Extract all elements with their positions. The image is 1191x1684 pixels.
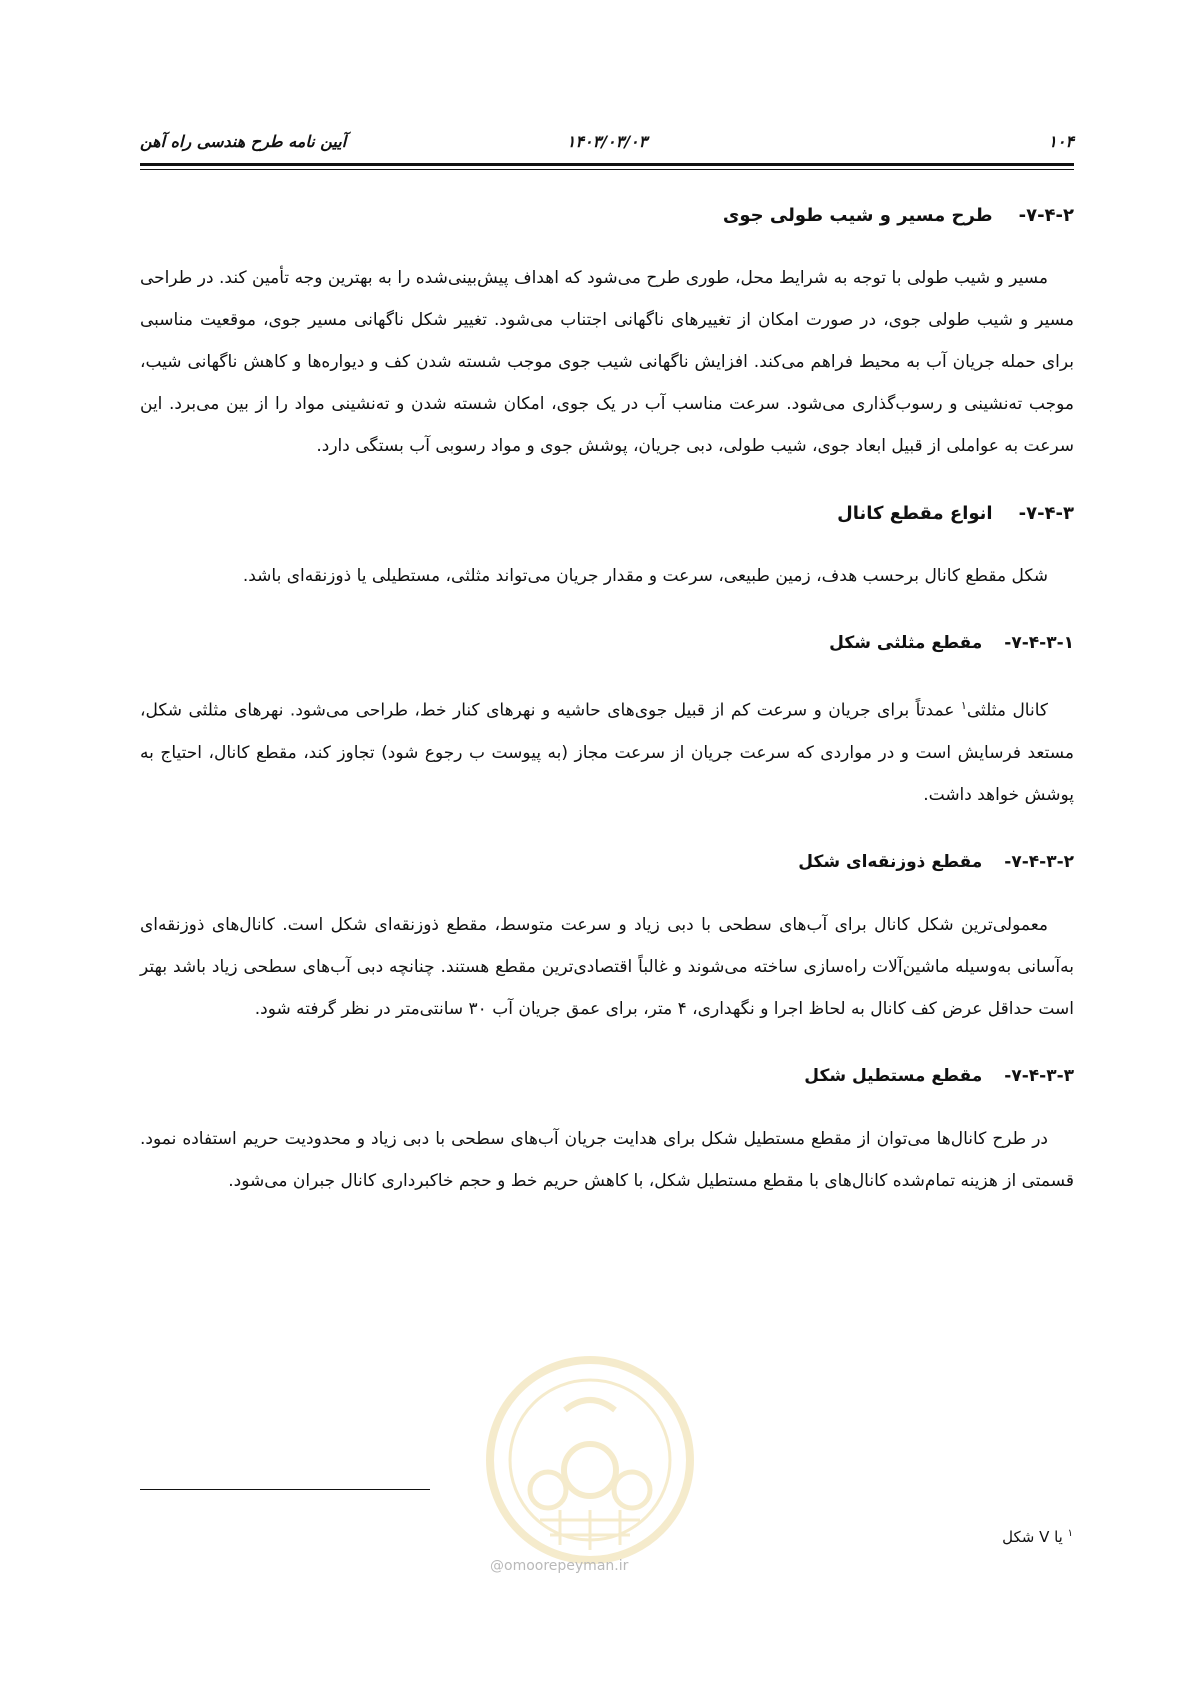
subsection-heading-7-4-3-3 <box>140 1066 1074 1104</box>
header-rule-thin <box>140 169 1074 170</box>
footnote-text: یا V شکل <box>1002 1528 1068 1546</box>
paragraph-7-4-3-2: معمولی‌ترین شکل کانال برای آب‌های سطحی با دبی زیاد و سرعت متوسط، مقطع ذوزنقه‌ای شکل است. کانال‌های ذوزنقه‌ای به‌آسانی به‌وسیله ماشین‌آلات راه‌سازی ساخته می‌شوند و غالباً اقتصادی‌ترین مقطع هستند. چنانچه دبی آب‌های سطحی زیاد باشد بهتر است حداقل عرض کف کانال به لحاظ اجرا و نگهداری، ۴ متر، برای عمق جریان آب ۳۰ سانتی‌متر در نظر گرفته شود. <box>140 914 1074 1019</box>
page-number: ۱۰۴ <box>1048 132 1074 151</box>
subsection-number: ۷-۴-۳-۲- <box>1004 851 1074 872</box>
subsection-number: ۷-۴-۳-۳- <box>1004 1065 1074 1086</box>
footnote-marker: ۱ <box>1067 1528 1073 1539</box>
footnote <box>1002 1528 1073 1546</box>
subsection-heading-7-4-3-1 <box>140 633 1074 671</box>
section-number: ۷-۴-۳- <box>1018 503 1074 524</box>
section-heading-7-4-3 <box>140 503 1074 541</box>
paragraph-7-4-3-3: در طرح کانال‌ها می‌توان از مقطع مستطیل شکل برای هدایت جریان آب‌های سطحی با دبی زیاد و محدودیت حریم استفاده نمود. قسمتی از هزینه تمام‌شده کانال‌های با مقطع مستطیل شکل، با کاهش حریم خط و حجم خاکبرداری کانال جبران می‌شود. <box>140 1128 1074 1191</box>
subsection-number: ۷-۴-۳-۱- <box>1004 633 1074 653</box>
paragraph-7-4-3: شکل مقطع کانال برحسب هدف، زمین طبیعی، سرعت و مقدار جریان می‌تواند مثلثی، مستطیلی یا ذوزنقه‌ای باشد. <box>242 566 1048 586</box>
watermark-url: @omoorepeyman.ir <box>490 1558 629 1574</box>
footnote-separator <box>140 1489 430 1490</box>
section-title: انواع مقطع کانال <box>837 503 993 524</box>
header-date: ۱۴۰۳/۰۳/۰۳ <box>566 132 648 151</box>
subsection-heading-7-4-3-2 <box>140 852 1074 890</box>
paragraph-text-start: کانال مثلثی <box>966 700 1048 721</box>
subsection-title: مقطع ذوزنقه‌ای شکل <box>798 851 983 872</box>
running-header <box>140 132 1074 156</box>
watermark-seal-icon <box>480 1350 700 1570</box>
footnote-reference[interactable]: ۱ <box>960 699 967 712</box>
paragraph-7-4-3-1 <box>140 685 1074 816</box>
section-title: طرح مسیر و شیب طولی جوی <box>722 205 993 226</box>
page-body <box>140 205 1074 1202</box>
header-rule-thick <box>140 163 1074 166</box>
subsection-title: مقطع مستطیل شکل <box>804 1065 983 1086</box>
section-heading-7-4-2 <box>140 205 1074 243</box>
subsection-title: مقطع مثلثی شکل <box>829 633 983 653</box>
section-number: ۷-۴-۲- <box>1018 205 1074 226</box>
header-title: آیین نامه طرح هندسی راه آهن <box>140 132 347 151</box>
paragraph-7-4-2: مسیر و شیب طولی با توجه به شرایط محل، طوری طرح می‌شود که اهداف پیش‌بینی‌شده را به بهترین وجه تأمین کند. در طراحی مسیر و شیب طولی جوی، در صورت امکان از تغییرهای ناگهانی اجتناب می‌شود. تغییر شکل ناگهانی مسیر جوی، موقعیت مناسبی برای حمله جریان آب به محیط فراهم می‌کند. افزایش ناگهانی شیب جوی موجب شسته شدن کف و دیواره‌ها و کاهش ناگهانی شیب، موجب ته‌نشینی و رسوب‌گذاری می‌شود. سرعت مناسب آب در یک جوی، امکان شسته شدن و ته‌نشینی مواد را از بین می‌برد. این سرعت به عواملی از قبیل ابعاد جوی، شیب طولی، دبی جریان، پوشش جوی و مواد رسوبی آب بستگی دارد. <box>140 268 1074 456</box>
paragraph-text-rest: عمدتاً برای جریان و سرعت کم از قبیل جوی‌های حاشیه و نهرهای کنار خط، طراحی می‌شود. نهرهای مثلثی شکل، مستعد فرسایش است و در مواردی که سرعت جریان از سرعت مجاز (به پیوست ب رجوع شود) تجاوز کند، مقطع کانال، احتیاج به پوشش خواهد داشت. <box>140 700 1074 805</box>
